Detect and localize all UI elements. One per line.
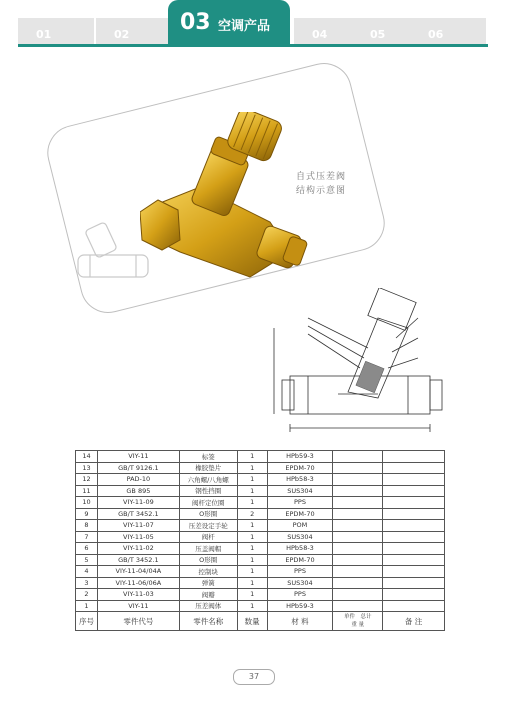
cell-name: 压差设定手轮 [179, 520, 237, 532]
cell-weight [333, 451, 383, 463]
cell-qty: 1 [237, 543, 267, 555]
cell-no: 4 [76, 566, 98, 578]
page-number: 37 [233, 669, 275, 685]
cell-code: VIY-11-06/06A [97, 577, 179, 589]
table-row [76, 462, 445, 474]
valve-illustration [140, 112, 310, 292]
cell-code: VIY-11 [97, 451, 179, 463]
cell-qty: 1 [237, 462, 267, 474]
cell-no: 12 [76, 474, 98, 486]
cell-qty: 1 [237, 474, 267, 486]
cell-name: 阀杆定位圈 [179, 497, 237, 509]
header-code: 零件代号 [97, 612, 179, 631]
cell-material: PPS [267, 566, 333, 578]
cell-material: HPb58-3 [267, 543, 333, 555]
cell-name: 压盖阀帽 [179, 543, 237, 555]
cell-qty: 1 [237, 554, 267, 566]
parts-table-header [76, 612, 445, 631]
cell-no: 13 [76, 462, 98, 474]
header-name: 零件名称 [179, 612, 237, 631]
cross-section-drawing [268, 288, 448, 438]
cell-code: VIY-11-07 [97, 520, 179, 532]
table-row [76, 577, 445, 589]
cell-weight [333, 589, 383, 601]
cell-code: VIY-11-04/04A [97, 566, 179, 578]
cell-remark [383, 520, 445, 532]
cell-material: SUS304 [267, 485, 333, 497]
cell-qty: 1 [237, 566, 267, 578]
cell-material: HPb58-3 [267, 474, 333, 486]
cell-material: EPDM-70 [267, 508, 333, 520]
cell-remark [383, 577, 445, 589]
cell-name: 六角螺/八角螺 [179, 474, 237, 486]
cell-name: O形圈 [179, 508, 237, 520]
header-weight [333, 612, 383, 631]
header-underline [18, 44, 488, 47]
table-row [76, 531, 445, 543]
cell-qty: 1 [237, 520, 267, 532]
tab-label: 02 [114, 28, 130, 41]
table-row [76, 600, 445, 612]
table-row [76, 589, 445, 601]
cell-weight [333, 577, 383, 589]
cell-weight [333, 531, 383, 543]
cell-weight [333, 485, 383, 497]
table-row [76, 497, 445, 509]
cell-no: 11 [76, 485, 98, 497]
illustration-caption [296, 170, 346, 198]
cell-code: VIY-11-02 [97, 543, 179, 555]
caption-line-1: 自式压差阀 [296, 172, 347, 182]
cell-remark [383, 508, 445, 520]
header-weight-top: 单件 总计 [344, 614, 372, 620]
cell-weight [333, 520, 383, 532]
cell-weight [333, 543, 383, 555]
cell-material: EPDM-70 [267, 554, 333, 566]
tab-02[interactable] [96, 18, 172, 44]
cell-remark [383, 485, 445, 497]
cell-weight [333, 508, 383, 520]
cell-code: PAD-10 [97, 474, 179, 486]
cell-material: EPDM-70 [267, 462, 333, 474]
table-row [76, 566, 445, 578]
table-row [76, 474, 445, 486]
header-remark: 备 注 [383, 612, 445, 631]
cell-name: 橡胶垫片 [179, 462, 237, 474]
cell-code: GB/T 3452.1 [97, 554, 179, 566]
cell-no: 7 [76, 531, 98, 543]
cell-name: 阀瓣 [179, 589, 237, 601]
cell-name: 弹簧 [179, 577, 237, 589]
cell-qty: 1 [237, 497, 267, 509]
cell-weight [333, 554, 383, 566]
cell-remark [383, 462, 445, 474]
cell-material: SUS304 [267, 531, 333, 543]
cell-material: SUS304 [267, 577, 333, 589]
section-tabs [18, 0, 488, 48]
cell-name: O形圈 [179, 554, 237, 566]
cell-code: GB/T 9126.1 [97, 462, 179, 474]
cell-code: VIY-11-03 [97, 589, 179, 601]
cell-qty: 1 [237, 589, 267, 601]
cell-qty: 1 [237, 600, 267, 612]
table-row [76, 543, 445, 555]
cell-code: GB 895 [97, 485, 179, 497]
tab-label: 04 [312, 28, 328, 41]
tab-number: 03 [180, 10, 211, 35]
caption-line-2: 结构示意图 [296, 186, 347, 196]
table-row [76, 451, 445, 463]
cell-qty: 1 [237, 451, 267, 463]
cell-code: GB/T 3452.1 [97, 508, 179, 520]
cell-no: 10 [76, 497, 98, 509]
cell-no: 14 [76, 451, 98, 463]
cell-no: 8 [76, 520, 98, 532]
cell-name: 标签 [179, 451, 237, 463]
tab-label: 06 [428, 28, 444, 41]
cell-remark [383, 543, 445, 555]
table-row [76, 485, 445, 497]
parts-table [75, 450, 445, 631]
cell-remark [383, 600, 445, 612]
cell-code: VIY-11 [97, 600, 179, 612]
cell-name: 阀杆 [179, 531, 237, 543]
cell-remark [383, 566, 445, 578]
cell-no: 2 [76, 589, 98, 601]
cell-material: POM [267, 520, 333, 532]
cell-no: 3 [76, 577, 98, 589]
tab-03-active[interactable] [168, 0, 290, 44]
table-row [76, 520, 445, 532]
cell-material: PPS [267, 497, 333, 509]
cell-material: HPb59-3 [267, 600, 333, 612]
cell-name: 压差阀体 [179, 600, 237, 612]
parts-table-body [76, 451, 445, 612]
cell-material: HPb59-3 [267, 451, 333, 463]
cell-qty: 2 [237, 508, 267, 520]
header-material: 材 料 [267, 612, 333, 631]
cell-name: 控制块 [179, 566, 237, 578]
cell-qty: 1 [237, 485, 267, 497]
tab-label: 01 [36, 28, 52, 41]
header-no: 序号 [76, 612, 98, 631]
cell-remark [383, 497, 445, 509]
header-weight-bottom: 重 量 [351, 622, 365, 628]
cell-remark [383, 451, 445, 463]
cell-weight [333, 566, 383, 578]
cell-no: 5 [76, 554, 98, 566]
cell-no: 1 [76, 600, 98, 612]
section-title: 空调产品 [218, 19, 271, 34]
header-qty: 数量 [237, 612, 267, 631]
cell-weight [333, 600, 383, 612]
tab-01[interactable] [18, 18, 94, 44]
cell-code: VIY-11-05 [97, 531, 179, 543]
table-row [76, 508, 445, 520]
cell-no: 6 [76, 543, 98, 555]
cell-remark [383, 474, 445, 486]
tab-label: 05 [370, 28, 386, 41]
cell-weight [333, 497, 383, 509]
cell-weight [333, 462, 383, 474]
cell-remark [383, 589, 445, 601]
cell-code: VIY-11-09 [97, 497, 179, 509]
tab-06[interactable] [410, 18, 486, 44]
table-row [76, 554, 445, 566]
cell-material: PPS [267, 589, 333, 601]
cell-remark [383, 554, 445, 566]
cell-weight [333, 474, 383, 486]
cell-no: 9 [76, 508, 98, 520]
cell-qty: 1 [237, 531, 267, 543]
cell-remark [383, 531, 445, 543]
cell-qty: 1 [237, 577, 267, 589]
cell-name: 钢性挡圈 [179, 485, 237, 497]
